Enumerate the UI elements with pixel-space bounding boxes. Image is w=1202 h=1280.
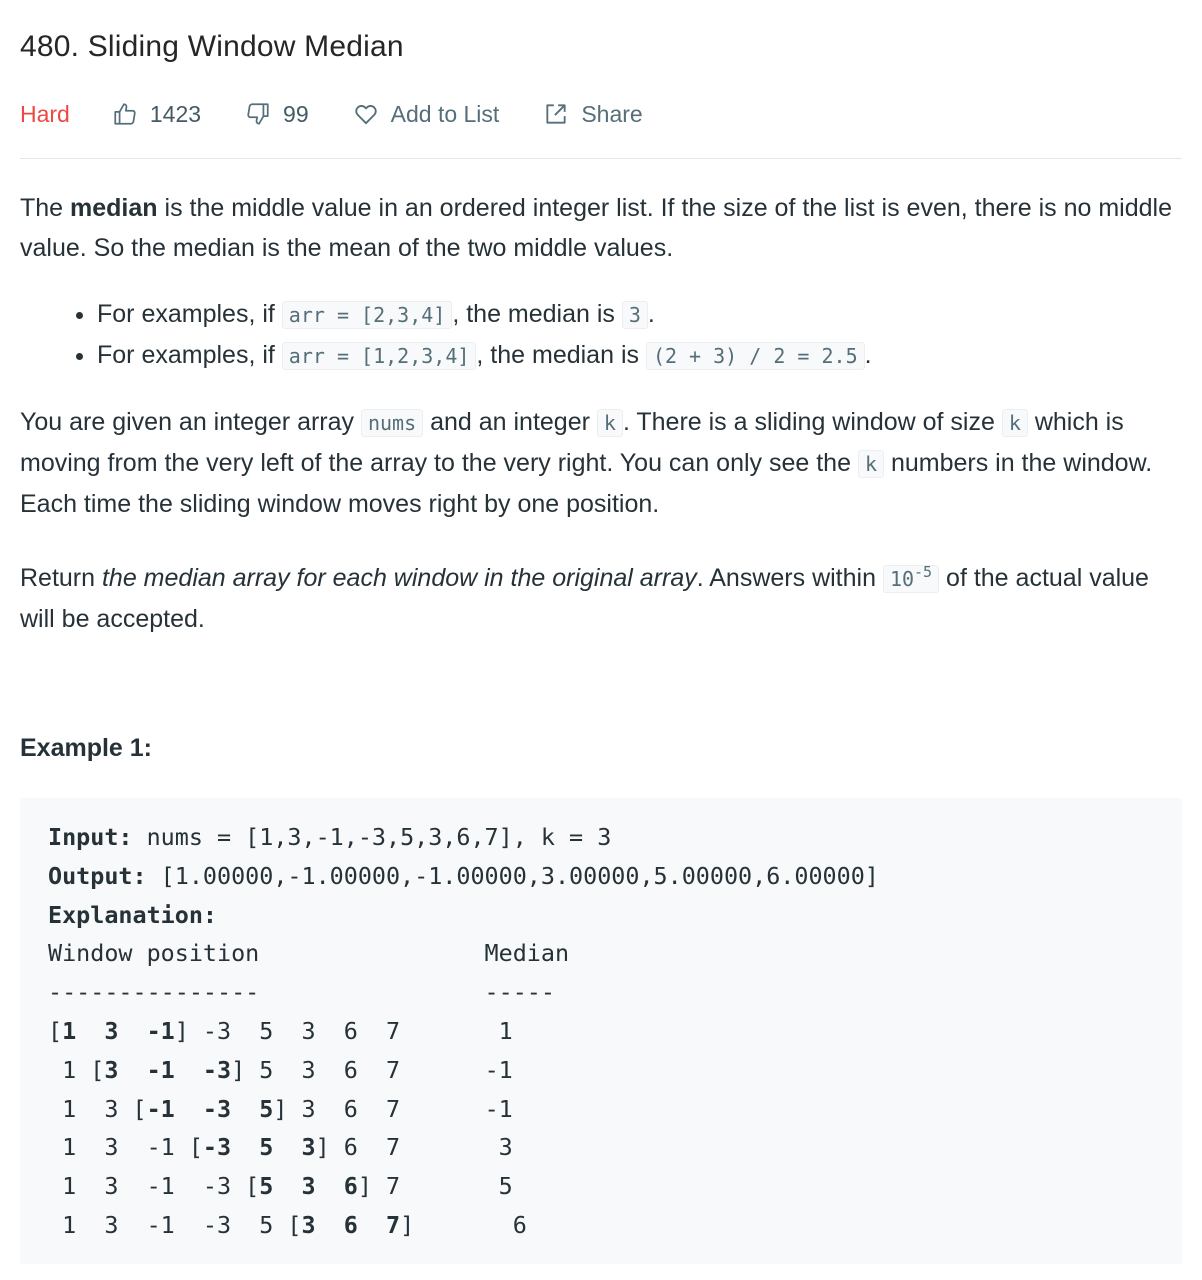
row-suffix: ] 3 6 7 (273, 1094, 401, 1123)
table-row (48, 1017, 513, 1045)
inline-code: nums (361, 409, 423, 437)
inline-code (883, 565, 939, 593)
text-span: is the middle value in an ordered integer list. If the size of the list is even, there is no middle value. So the median is the mean of the two middle values. (20, 194, 1172, 262)
like-count: 1423 (149, 100, 202, 127)
median-value: 1 (400, 1016, 513, 1045)
difficulty-badge: Hard (20, 100, 70, 127)
examples-list (20, 294, 1182, 376)
text-span: of the actual value will be accepted. (20, 564, 1149, 633)
text-span: . There is a sliding window of size (622, 408, 1002, 436)
median-value: 5 (400, 1172, 513, 1201)
row-suffix: ] 5 3 6 7 (231, 1055, 401, 1084)
table-row (48, 1056, 513, 1084)
table-header: Window position Median (48, 939, 570, 968)
list-item (97, 294, 1182, 335)
median-value: 3 (400, 1133, 513, 1162)
description-paragraph-3 (20, 552, 1182, 639)
problem-meta-bar (20, 96, 687, 132)
heart-icon (353, 101, 379, 127)
table-rule: --------------- ----- (48, 978, 555, 1007)
example-pre (48, 818, 879, 1245)
text-span: and an integer (423, 408, 597, 436)
row-prefix: 1 3 -1 -3 5 [ (48, 1210, 302, 1239)
median-value: -1 (400, 1094, 513, 1123)
row-prefix: 1 3 -1 [ (48, 1133, 203, 1162)
table-row (48, 1172, 513, 1200)
row-suffix: ] -3 5 3 6 7 (174, 1016, 401, 1045)
row-prefix: 1 3 [ (48, 1094, 147, 1123)
window-values: -1 -3 5 (146, 1094, 274, 1123)
text-span: For examples, if (97, 341, 282, 369)
dislike-count: 99 (283, 100, 309, 127)
text-span: , the median is (476, 341, 646, 369)
code-base: 10 (889, 567, 915, 591)
emphasis-text: the median array for each window in the original array (101, 564, 697, 592)
text-span: . Answers within (696, 564, 883, 592)
header-divider (20, 158, 1182, 159)
code-exponent: -5 (914, 563, 933, 581)
description-paragraph-1 (20, 188, 1182, 268)
explanation-label: Explanation: (48, 900, 217, 929)
add-to-list-button[interactable] (353, 101, 500, 128)
text-span: numbers in the window. Each time the sliding window moves right by one position. (20, 449, 1153, 518)
text-span: . (864, 341, 872, 369)
problem-title: 480. Sliding Window Median (20, 30, 404, 63)
inline-code: k (1002, 409, 1028, 437)
inline-code: k (597, 409, 623, 437)
example-code-block (20, 798, 1182, 1264)
inline-code: 3 (622, 301, 648, 329)
input-value: nums = [1,3,-1,-3,5,3,6,7], k = 3 (132, 823, 612, 851)
text-span: For examples, if (97, 300, 282, 328)
output-label: Output: (48, 861, 147, 890)
table-row (48, 1211, 527, 1239)
table-row (48, 1095, 513, 1123)
share-icon (543, 101, 569, 127)
description-paragraph-2 (20, 402, 1182, 524)
window-values: 3 -1 -3 (104, 1055, 232, 1084)
row-suffix: ] (400, 1210, 415, 1239)
text-span: . (647, 300, 655, 328)
dislike-button[interactable] (245, 101, 309, 128)
text-span: which is moving from the very left of the array to the very right. You can only see the (20, 408, 1124, 477)
row-suffix: ] 6 7 (315, 1133, 401, 1162)
row-prefix: [ (48, 1016, 63, 1045)
text-span: You are given an integer array (20, 408, 361, 436)
row-suffix: ] 7 (357, 1172, 401, 1201)
output-value: [1.00000,-1.00000,-1.00000,3.00000,5.00000,6.00000] (146, 861, 879, 890)
inline-code: (2 + 3) / 2 = 2.5 (646, 342, 865, 370)
share-button[interactable] (543, 101, 642, 128)
text-span: The (20, 194, 71, 222)
median-term: median (70, 194, 158, 222)
text-span: Return (20, 564, 102, 592)
window-values: -3 5 3 (202, 1133, 316, 1162)
row-prefix: 1 [ (48, 1055, 105, 1084)
share-label: Share (581, 100, 643, 127)
thumbs-up-icon (112, 101, 138, 127)
median-value: 6 (414, 1210, 527, 1239)
inline-code: arr = [2,3,4] (282, 301, 453, 329)
input-label: Input: (48, 823, 133, 851)
problem-description (20, 188, 1182, 639)
list-item (97, 335, 1182, 376)
inline-code: arr = [1,2,3,4] (282, 342, 477, 370)
inline-code: k (858, 450, 884, 478)
add-to-list-label: Add to List (390, 100, 500, 127)
example-title: Example 1: (20, 734, 153, 762)
median-value: -1 (400, 1055, 513, 1084)
thumbs-down-icon (245, 101, 271, 127)
text-span: , the median is (452, 300, 622, 328)
window-values: 1 3 -1 (62, 1016, 175, 1045)
row-prefix: 1 3 -1 -3 [ (48, 1172, 260, 1201)
table-row (48, 1133, 513, 1161)
like-button[interactable] (112, 101, 201, 128)
window-values: 5 3 6 (259, 1172, 358, 1201)
window-values: 3 6 7 (301, 1210, 401, 1239)
